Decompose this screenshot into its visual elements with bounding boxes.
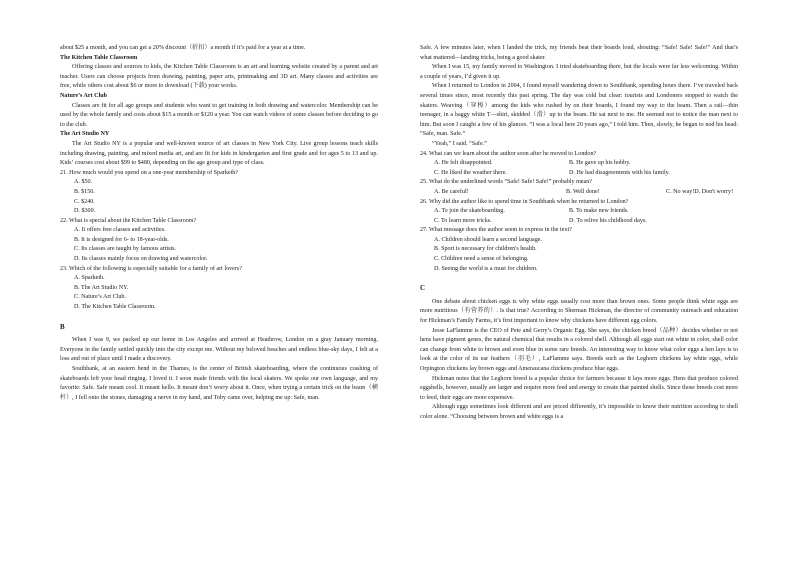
passage-b-paragraph-3: Safe. A few minutes later, when I landed the trick, my friends beat their boards loud, shouting: “Safe! Safe! Safe!” And that’s what mattered—landing tricks, being a good skater. — [420, 45, 738, 61]
q21-option-b: B. $150. — [74, 188, 95, 195]
question-24: 24. What can we learn about the author soon after he moved to London? — [420, 150, 597, 157]
question-22: 22. What is special about the Kitchen Table Classroom? — [60, 217, 197, 224]
passage-b-paragraph-6: “Yeah,” I said. “Safe.” — [432, 140, 487, 147]
q21-option-c: C. $240. — [74, 198, 95, 205]
passage-b-paragraph-5: When I returned to London in 2004, I found myself wandering down to Southbank, spending hours there. I’ve traveled back several times since, most recently this past spring. The day was cold but clear: tourists and Londoners stopped to watch the skaters. Weaving（穿梭）among the kids who rushed by on their boards, I found my way to the beam. Then a rail—thin teenager, in a baggy white T—shirt, skidded（滑）up to the beam. He sat next to me. He seemed not to notice the man next to him. But soon I caught a few of his glances. “I was a local here 20 years ago,” I told him. Then, slowly, he began to nod his head: “Safe, man. Safe.” — [420, 83, 738, 138]
passage-b-paragraph-2: Southbank, at an eastern bend in the Thames, is the center of British skateboarding, where the continuous crashing of skateboards left your head ringing. I loved it. I soon made friends with the local skaters. We spoke our own language, and my favorite: Safe. Safe meant cool. It meant hello. It meant don’t worry about it. Once, when trying a certain trick on the beam（横杆）, I fell onto the stones, damaging a nerve in my hand, and Toby came over, helping me up: Safe, man. — [60, 366, 378, 401]
passage-c-paragraph-2: Jesse LaFlamme is the CEO of Pete and Gerry’s Organic Egg. She says, the chicken breed（品种）decides whether or not hens have pigment genes, the natural chemical that results in a colored shell. Although all eggs start out white in color, shell color can change from white to brown and even blue in some rare breeds. An interesting way to know what color eggs a hen lays is to look at the color of its ear feathers（羽毛）, LaFlamme says. Breeds such as the Leghorn chickens lay white eggs, while Orpington chickens lay brown eggs and Ameraucana chickens produce blue eggs. — [420, 327, 738, 372]
q26-options-row-2 — [420, 217, 738, 227]
q26-option-d: D. To relive his childhood days. — [569, 217, 647, 224]
heading-natures-art-club: Nature’s Art Club — [60, 92, 108, 99]
passage-natures-art-club: Classes are fit for all age groups and students who want to get training in both drawing and watercolor. Membership can be used by the whole family and costs about $15 a month or $120 a year. You can watch videos of some classes before deciding to go to the club. — [60, 102, 378, 128]
question-26: 26. Why did the author like to spend time in Southbank when he returned to London? — [420, 198, 629, 205]
passage-c-paragraph-3: Hickman notes that the Leghorn breed is a popular choice for farmers because it lays more eggs. Hens that produce colored eggshells, however, usually are larger and require more feed and energy to create that painted shells. Since those breeds cost more to feed, their eggs are more expensive. — [420, 375, 738, 401]
q22-option-b: B. It is designed for 6- to 18-year-olds. — [74, 236, 169, 243]
q23-option-c: C. Nature’s Art Club. — [74, 294, 126, 301]
q22-option-a: A. It offers free classes and activities. — [74, 227, 166, 234]
passage-kitchen-table: Offering classes and sources to kids, the Kitchen Table Classroom is an art and learning website created by a parent and art teacher. Users can choose projects from drawing, painting, paper arts, printmaking and 3D art. Many classes and activities are free, while others cost about $6 or more to download (下载) your works. — [60, 64, 378, 90]
q26-option-b: B. To make new friends. — [569, 208, 629, 215]
q25-options-row — [420, 188, 738, 198]
q26-option-c: C. To learn more tricks. — [434, 217, 492, 224]
q24-options-row-2 — [420, 169, 738, 179]
section-b-heading: B — [60, 322, 65, 331]
question-27: 27. What message does the author seem to express in the text? — [420, 227, 572, 234]
passage-c-paragraph-1: One debate about chicken eggs is why white eggs usually cost more than brown ones. Some people think white eggs are more nutritious（有营养的）. Is that true? According to Sherman Hickman, the director of community outreach and education for Hickman’s Family Farms, it’s first important to know why chickens have different egg colors. — [420, 298, 738, 325]
q24-option-c: C. He liked the weather there. — [434, 169, 507, 176]
passage-c-paragraph-4: Although eggs sometimes look different and are priced differently, it’s impossible to know their nutrition according to shell color alone. “Choosing between brown and white eggs is a — [420, 404, 738, 420]
right-column — [420, 44, 738, 423]
q24-option-a: A. He felt disappointed. — [434, 160, 493, 167]
q25-option-d: D. Don't worry! — [694, 188, 734, 195]
q27-option-a: A. Children should learn a second language. — [434, 236, 542, 243]
q26-options-row-1 — [420, 207, 738, 217]
q24-option-b: B. He gave up his hobby. — [569, 160, 631, 167]
q25-option-b: B. Well done! — [566, 188, 600, 195]
passage-art-studio-ny: The Art Studio NY is a popular and well-known source of art classes in New York City. Live group lessons teach skills including drawing, painting, and mixed media art, and are fit for kids in kindergarten and first grade and for ages 5 to 13 and up. Kids’ courses cost about $99 to $480, depending on the age group and type of class. — [60, 140, 378, 167]
question-21: 21. How much would you spend on a one-year membership of Sparketh? — [60, 169, 239, 176]
q26-option-a: A. To join the skateboarding. — [434, 208, 505, 215]
passage-a-continued: about $25 a month, and you can get a 20% discount（折扣）a month if it’s paid for a year at a time. — [60, 45, 306, 51]
q23-option-d: D. The Kitchen Table Classroom. — [74, 304, 156, 311]
q23-option-b: B. The Art Studio NY. — [74, 284, 129, 291]
question-25: 25. What do the underlined words “Safe! Safe! Safe!” probably mean? — [420, 179, 592, 186]
q24-options-row-1 — [420, 159, 738, 169]
passage-b-paragraph-4: When I was 15, my family moved to Washington. I tried skateboarding there, but the locals were far less welcoming. Within a couple of years, I’d given it up. — [420, 64, 738, 80]
q27-option-b: B. Sport is necessary for children's health. — [434, 246, 537, 253]
section-c-heading: C — [420, 284, 426, 293]
question-23: 23. Which of the following is especially suitable for a family of art lovers? — [60, 265, 242, 272]
q21-option-d: D. $300. — [74, 208, 96, 215]
q27-option-d: D. Seeing the world is a must for children. — [434, 265, 538, 272]
heading-kitchen-table: The Kitchen Table Classroom — [60, 54, 138, 61]
q22-option-c: C. Its classes are taught by famous artists. — [74, 246, 177, 253]
q21-option-a: A. $50. — [74, 179, 93, 186]
q23-option-a: A. Sparketh. — [74, 275, 105, 282]
q25-option-a: A. Be careful! — [434, 188, 469, 195]
q22-option-d: D. Its classes mainly focus on drawing and watercolor. — [74, 256, 208, 263]
left-column — [60, 44, 378, 403]
q24-option-d: D. He had disagreements with his family. — [569, 169, 670, 176]
q25-option-c: C. No way! — [666, 188, 695, 195]
passage-b-paragraph-1: When I was 9, we packed up our home in Los Angeles and arrived at Heathrow, London on a gray January morning. Everyone in the family settled quickly into the city except me. Without my beloved beaches and endless blue-sky days, I felt at a loss and out of place until I made a discovery. — [60, 337, 378, 363]
heading-art-studio-ny: The Art Studio NY — [60, 131, 110, 138]
q27-option-c: C. Children need a sense of belonging. — [434, 256, 529, 263]
